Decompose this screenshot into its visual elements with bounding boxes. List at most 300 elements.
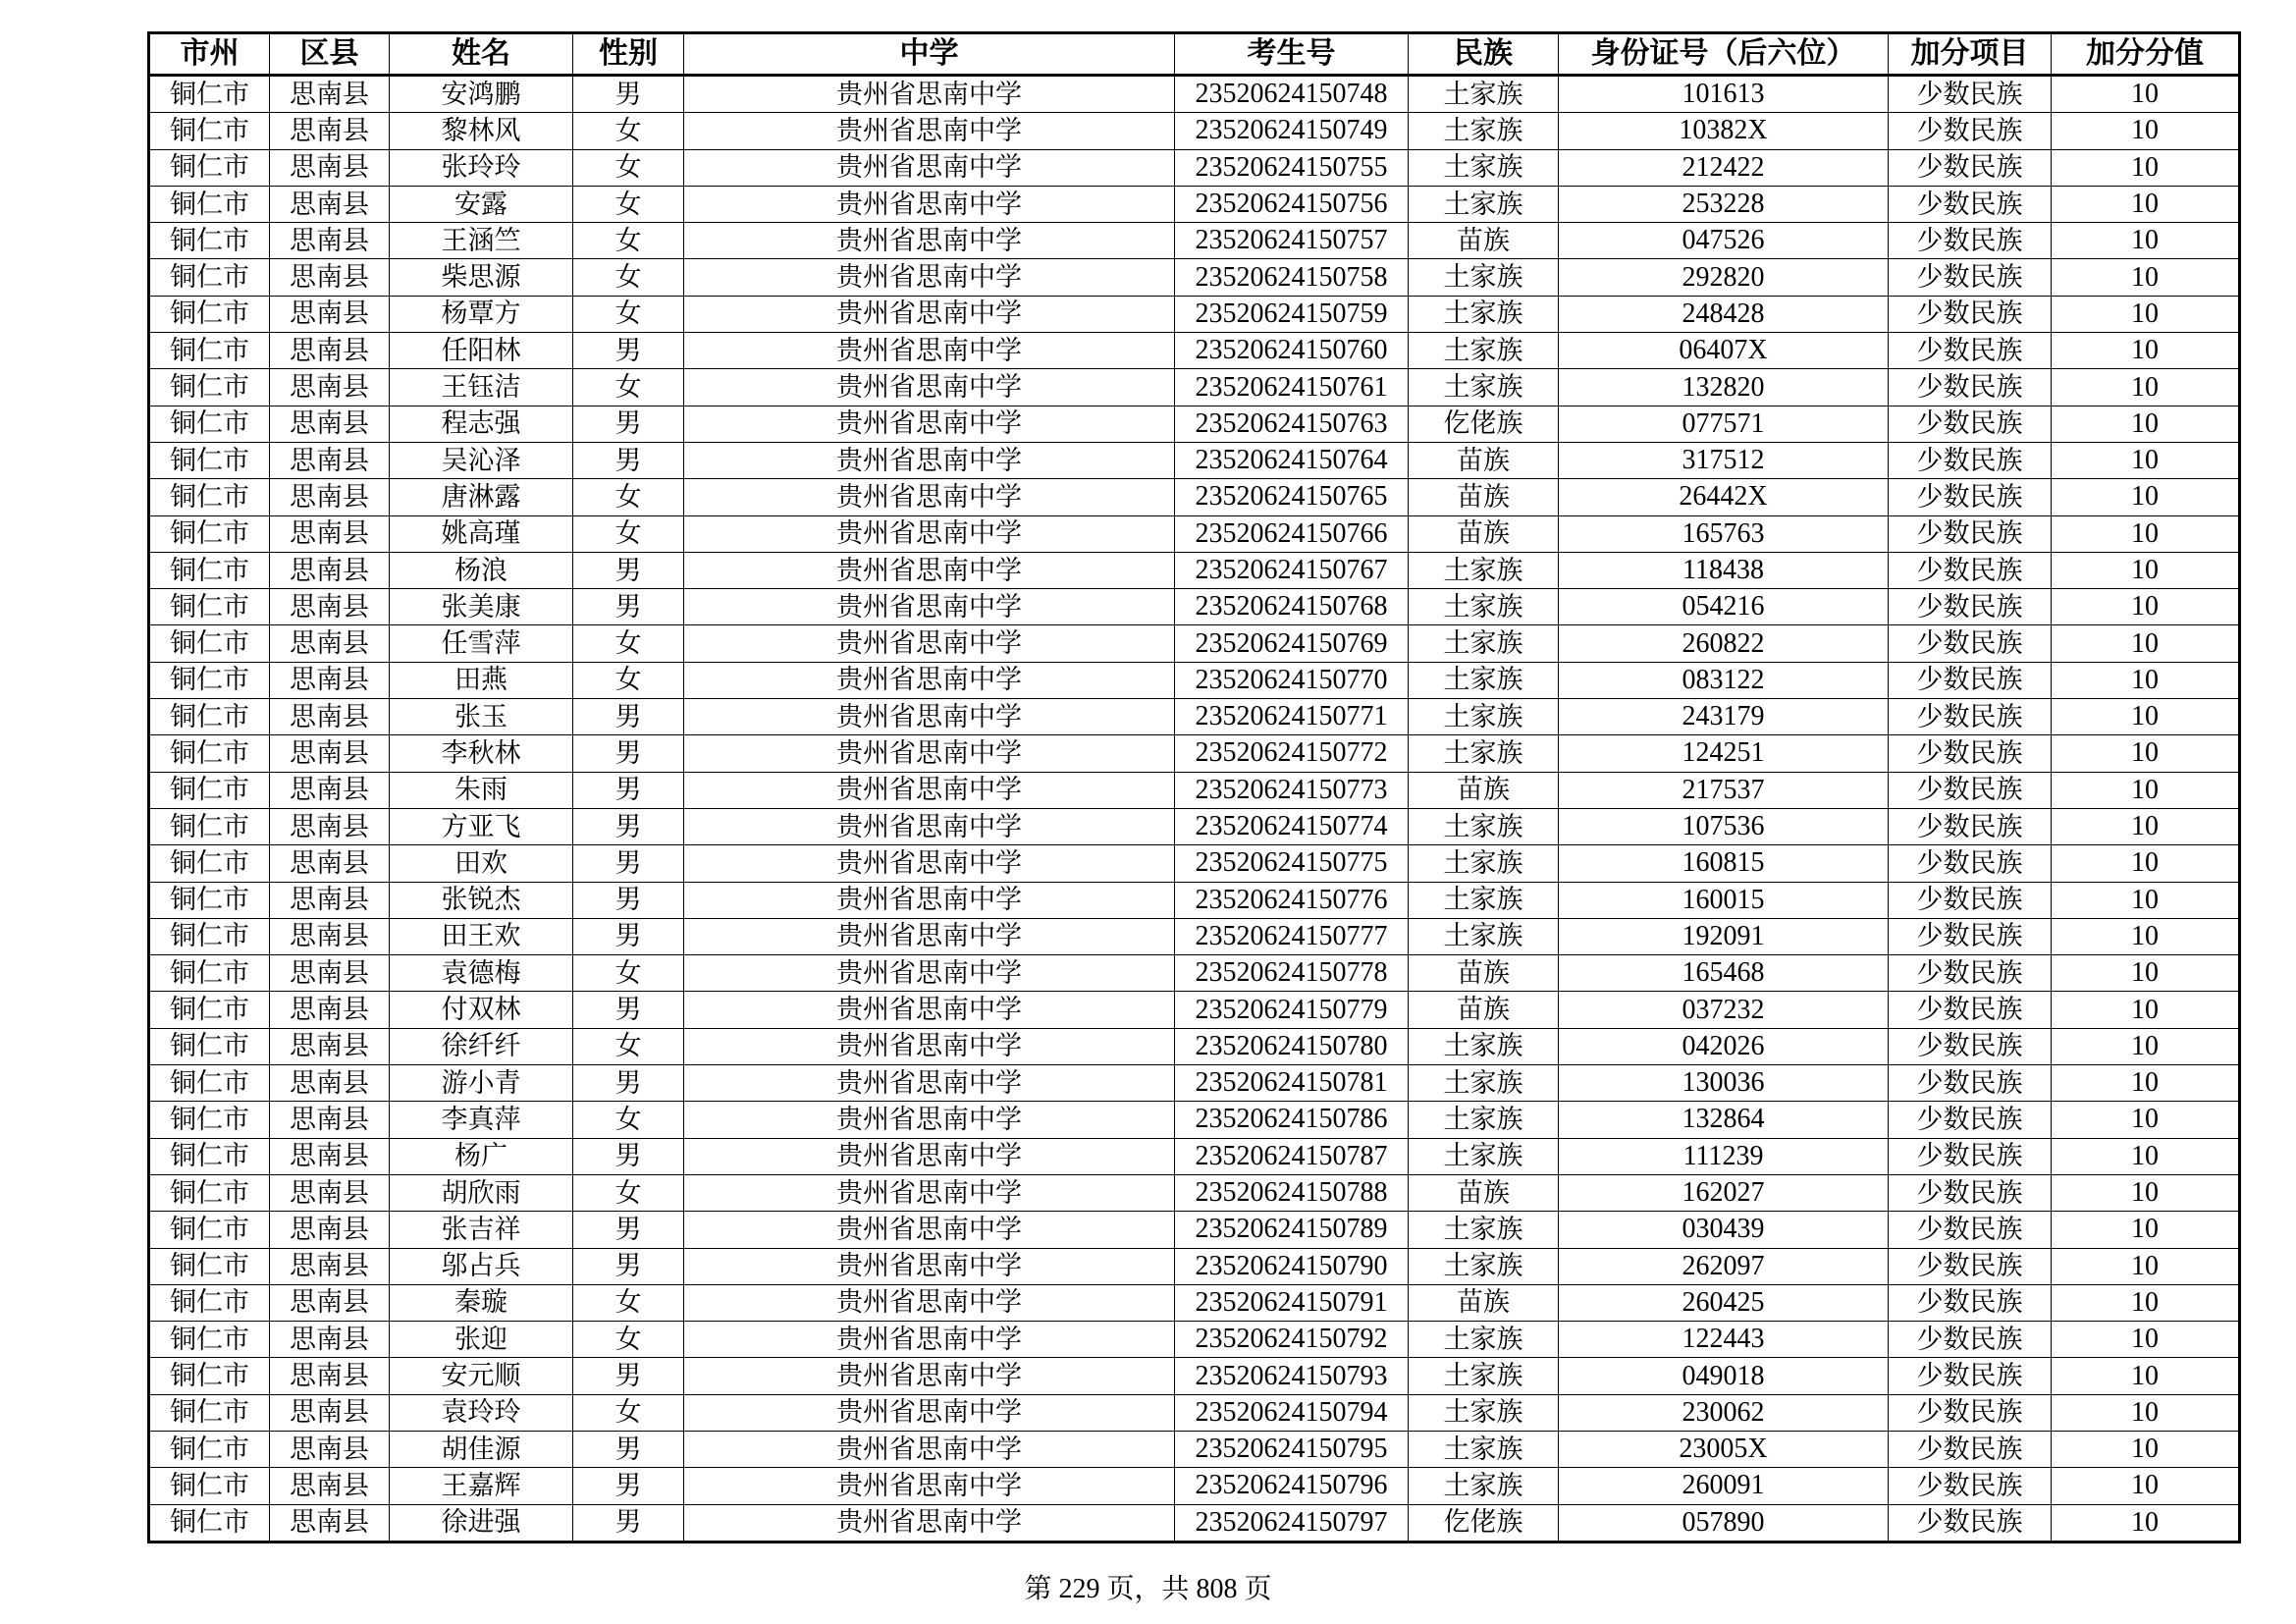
cell-bonus-item: 少数民族 <box>1889 955 2052 992</box>
cell-city: 铜仁市 <box>149 1248 270 1284</box>
cell-exam-number: 23520624150795 <box>1175 1431 1409 1467</box>
cell-city: 铜仁市 <box>149 479 270 515</box>
cell-ethnicity: 苗族 <box>1409 955 1559 992</box>
table-row <box>149 625 2240 662</box>
cell-bonus-item: 少数民族 <box>1889 808 2052 844</box>
cell-ethnicity: 土家族 <box>1409 76 1559 113</box>
cell-exam-number: 23520624150792 <box>1175 1322 1409 1358</box>
cell-name: 田王欢 <box>390 918 573 954</box>
cell-name: 李秋林 <box>390 735 573 772</box>
cell-ethnicity: 苗族 <box>1409 772 1559 808</box>
cell-school: 贵州省思南中学 <box>684 259 1175 296</box>
cell-school: 贵州省思南中学 <box>684 1102 1175 1138</box>
cell-exam-number: 23520624150770 <box>1175 662 1409 698</box>
cell-bonus-value: 10 <box>2052 76 2240 113</box>
cell-bonus-value: 10 <box>2052 442 2240 478</box>
cell-school: 贵州省思南中学 <box>684 735 1175 772</box>
cell-id-suffix: 165763 <box>1559 515 1889 552</box>
cell-city: 铜仁市 <box>149 1504 270 1542</box>
cell-exam-number: 23520624150786 <box>1175 1102 1409 1138</box>
cell-bonus-item: 少数民族 <box>1889 1322 2052 1358</box>
cell-name: 安鸿鹏 <box>390 76 573 113</box>
cell-ethnicity: 土家族 <box>1409 735 1559 772</box>
cell-gender: 女 <box>573 1394 684 1431</box>
header-row <box>149 33 2240 76</box>
cell-ethnicity: 土家族 <box>1409 625 1559 662</box>
cell-city: 铜仁市 <box>149 1431 270 1467</box>
cell-exam-number: 23520624150781 <box>1175 1065 1409 1102</box>
cell-gender: 女 <box>573 186 684 222</box>
cell-bonus-value: 10 <box>2052 1431 2240 1467</box>
cell-exam-number: 23520624150766 <box>1175 515 1409 552</box>
header-bonus-value: 加分分值 <box>2052 33 2240 76</box>
cell-bonus-value: 10 <box>2052 845 2240 882</box>
cell-name: 徐进强 <box>390 1504 573 1542</box>
cell-name: 朱雨 <box>390 772 573 808</box>
cell-gender: 男 <box>573 1248 684 1284</box>
cell-ethnicity: 苗族 <box>1409 479 1559 515</box>
header-bonus-item: 加分项目 <box>1889 33 2052 76</box>
cell-ethnicity: 土家族 <box>1409 1431 1559 1467</box>
cell-school: 贵州省思南中学 <box>684 699 1175 735</box>
cell-id-suffix: 083122 <box>1559 662 1889 698</box>
cell-bonus-item: 少数民族 <box>1889 1431 2052 1467</box>
cell-name: 张美康 <box>390 589 573 625</box>
cell-exam-number: 23520624150763 <box>1175 406 1409 442</box>
table-row <box>149 662 2240 698</box>
cell-ethnicity: 土家族 <box>1409 149 1559 186</box>
cell-city: 铜仁市 <box>149 1358 270 1394</box>
table-row <box>149 589 2240 625</box>
cell-id-suffix: 118438 <box>1559 552 1889 588</box>
cell-name: 王涵竺 <box>390 223 573 259</box>
cell-exam-number: 23520624150758 <box>1175 259 1409 296</box>
cell-name: 程志强 <box>390 406 573 442</box>
cell-bonus-item: 少数民族 <box>1889 882 2052 918</box>
cell-name: 姚高瑾 <box>390 515 573 552</box>
cell-id-suffix: 122443 <box>1559 1322 1889 1358</box>
cell-school: 贵州省思南中学 <box>684 186 1175 222</box>
cell-bonus-item: 少数民族 <box>1889 296 2052 332</box>
cell-bonus-item: 少数民族 <box>1889 1174 2052 1211</box>
cell-name: 游小青 <box>390 1065 573 1102</box>
cell-name: 秦璇 <box>390 1284 573 1321</box>
cell-name: 王嘉辉 <box>390 1468 573 1504</box>
cell-county: 思南县 <box>270 552 390 588</box>
cell-school: 贵州省思南中学 <box>684 552 1175 588</box>
cell-gender: 女 <box>573 662 684 698</box>
cell-bonus-value: 10 <box>2052 223 2240 259</box>
cell-id-suffix: 037232 <box>1559 992 1889 1028</box>
cell-exam-number: 23520624150794 <box>1175 1394 1409 1431</box>
cell-county: 思南县 <box>270 149 390 186</box>
cell-ethnicity: 土家族 <box>1409 1468 1559 1504</box>
cell-city: 铜仁市 <box>149 1065 270 1102</box>
cell-id-suffix: 124251 <box>1559 735 1889 772</box>
cell-exam-number: 23520624150774 <box>1175 808 1409 844</box>
cell-city: 铜仁市 <box>149 589 270 625</box>
cell-name: 任雪萍 <box>390 625 573 662</box>
cell-id-suffix: 130036 <box>1559 1065 1889 1102</box>
cell-gender: 男 <box>573 735 684 772</box>
cell-gender: 男 <box>573 992 684 1028</box>
cell-city: 铜仁市 <box>149 1212 270 1248</box>
cell-gender: 男 <box>573 589 684 625</box>
cell-gender: 女 <box>573 149 684 186</box>
cell-bonus-item: 少数民族 <box>1889 186 2052 222</box>
cell-name: 付双林 <box>390 992 573 1028</box>
cell-id-suffix: 132864 <box>1559 1102 1889 1138</box>
cell-gender: 男 <box>573 1431 684 1467</box>
cell-bonus-value: 10 <box>2052 918 2240 954</box>
cell-name: 张迎 <box>390 1322 573 1358</box>
cell-school: 贵州省思南中学 <box>684 589 1175 625</box>
cell-school: 贵州省思南中学 <box>684 1028 1175 1064</box>
cell-city: 铜仁市 <box>149 333 270 369</box>
table-header <box>149 33 2240 76</box>
cell-name: 张玲玲 <box>390 149 573 186</box>
cell-school: 贵州省思南中学 <box>684 918 1175 954</box>
cell-school: 贵州省思南中学 <box>684 1248 1175 1284</box>
header-id-suffix: 身份证号（后六位） <box>1559 33 1889 76</box>
cell-county: 思南县 <box>270 1138 390 1174</box>
cell-id-suffix: 253228 <box>1559 186 1889 222</box>
cell-gender: 女 <box>573 1102 684 1138</box>
cell-gender: 女 <box>573 625 684 662</box>
cell-bonus-value: 10 <box>2052 296 2240 332</box>
cell-bonus-item: 少数民族 <box>1889 1284 2052 1321</box>
cell-city: 铜仁市 <box>149 149 270 186</box>
cell-bonus-item: 少数民族 <box>1889 76 2052 113</box>
cell-ethnicity: 苗族 <box>1409 1284 1559 1321</box>
cell-school: 贵州省思南中学 <box>684 845 1175 882</box>
cell-name: 唐淋露 <box>390 479 573 515</box>
header-school: 中学 <box>684 33 1175 76</box>
cell-gender: 女 <box>573 259 684 296</box>
footer-prefix: 第 <box>1024 1574 1059 1604</box>
cell-school: 贵州省思南中学 <box>684 808 1175 844</box>
bonus-points-table <box>147 31 2241 1543</box>
table-row <box>149 1468 2240 1504</box>
footer-suffix: 页 <box>1237 1574 1272 1604</box>
table-row <box>149 845 2240 882</box>
cell-school: 贵州省思南中学 <box>684 1394 1175 1431</box>
cell-ethnicity: 土家族 <box>1409 1322 1559 1358</box>
cell-exam-number: 23520624150796 <box>1175 1468 1409 1504</box>
cell-name: 邬占兵 <box>390 1248 573 1284</box>
cell-exam-number: 23520624150767 <box>1175 552 1409 588</box>
cell-bonus-value: 10 <box>2052 699 2240 735</box>
cell-bonus-value: 10 <box>2052 1028 2240 1064</box>
cell-county: 思南县 <box>270 772 390 808</box>
cell-city: 铜仁市 <box>149 296 270 332</box>
cell-bonus-value: 10 <box>2052 259 2240 296</box>
cell-school: 贵州省思南中学 <box>684 1431 1175 1467</box>
cell-county: 思南县 <box>270 992 390 1028</box>
table-row <box>149 333 2240 369</box>
cell-exam-number: 23520624150755 <box>1175 149 1409 186</box>
cell-city: 铜仁市 <box>149 699 270 735</box>
table-row <box>149 1028 2240 1064</box>
cell-gender: 女 <box>573 369 684 406</box>
cell-name: 田燕 <box>390 662 573 698</box>
cell-id-suffix: 292820 <box>1559 259 1889 296</box>
cell-city: 铜仁市 <box>149 1138 270 1174</box>
cell-city: 铜仁市 <box>149 1322 270 1358</box>
table-row <box>149 1322 2240 1358</box>
cell-city: 铜仁市 <box>149 223 270 259</box>
cell-school: 贵州省思南中学 <box>684 1212 1175 1248</box>
cell-gender: 男 <box>573 1138 684 1174</box>
cell-bonus-item: 少数民族 <box>1889 552 2052 588</box>
cell-bonus-item: 少数民族 <box>1889 1102 2052 1138</box>
cell-bonus-item: 少数民族 <box>1889 515 2052 552</box>
cell-bonus-value: 10 <box>2052 1065 2240 1102</box>
table-row <box>149 918 2240 954</box>
cell-gender: 女 <box>573 1322 684 1358</box>
cell-gender: 男 <box>573 333 684 369</box>
cell-school: 贵州省思南中学 <box>684 1284 1175 1321</box>
cell-county: 思南县 <box>270 1358 390 1394</box>
cell-exam-number: 23520624150777 <box>1175 918 1409 954</box>
cell-school: 贵州省思南中学 <box>684 662 1175 698</box>
cell-city: 铜仁市 <box>149 735 270 772</box>
cell-exam-number: 23520624150793 <box>1175 1358 1409 1394</box>
cell-gender: 女 <box>573 1028 684 1064</box>
cell-exam-number: 23520624150764 <box>1175 442 1409 478</box>
header-county: 区县 <box>270 33 390 76</box>
cell-city: 铜仁市 <box>149 1028 270 1064</box>
cell-bonus-item: 少数民族 <box>1889 1065 2052 1102</box>
cell-school: 贵州省思南中学 <box>684 479 1175 515</box>
cell-bonus-value: 10 <box>2052 882 2240 918</box>
cell-county: 思南县 <box>270 296 390 332</box>
cell-bonus-value: 10 <box>2052 992 2240 1028</box>
cell-city: 铜仁市 <box>149 186 270 222</box>
cell-city: 铜仁市 <box>149 1102 270 1138</box>
table-row <box>149 1212 2240 1248</box>
table-row <box>149 1431 2240 1467</box>
cell-id-suffix: 111239 <box>1559 1138 1889 1174</box>
cell-id-suffix: 230062 <box>1559 1394 1889 1431</box>
table-row <box>149 149 2240 186</box>
cell-exam-number: 23520624150768 <box>1175 589 1409 625</box>
cell-school: 贵州省思南中学 <box>684 515 1175 552</box>
table-row <box>149 113 2240 149</box>
cell-name: 黎林风 <box>390 113 573 149</box>
cell-school: 贵州省思南中学 <box>684 1504 1175 1542</box>
cell-ethnicity: 土家族 <box>1409 1028 1559 1064</box>
table-row <box>149 442 2240 478</box>
cell-city: 铜仁市 <box>149 259 270 296</box>
cell-ethnicity: 土家族 <box>1409 589 1559 625</box>
cell-exam-number: 23520624150787 <box>1175 1138 1409 1174</box>
cell-exam-number: 23520624150779 <box>1175 992 1409 1028</box>
cell-county: 思南县 <box>270 1468 390 1504</box>
cell-bonus-item: 少数民族 <box>1889 1394 2052 1431</box>
header-exam-number: 考生号 <box>1175 33 1409 76</box>
cell-city: 铜仁市 <box>149 845 270 882</box>
table-row <box>149 1284 2240 1321</box>
cell-bonus-item: 少数民族 <box>1889 406 2052 442</box>
cell-bonus-item: 少数民族 <box>1889 625 2052 662</box>
cell-ethnicity: 仡佬族 <box>1409 1504 1559 1542</box>
table-row <box>149 76 2240 113</box>
cell-exam-number: 23520624150756 <box>1175 186 1409 222</box>
table-row <box>149 1394 2240 1431</box>
cell-gender: 男 <box>573 808 684 844</box>
cell-ethnicity: 土家族 <box>1409 1248 1559 1284</box>
cell-bonus-item: 少数民族 <box>1889 333 2052 369</box>
cell-county: 思南县 <box>270 918 390 954</box>
cell-id-suffix: 054216 <box>1559 589 1889 625</box>
table-row <box>149 882 2240 918</box>
cell-bonus-item: 少数民族 <box>1889 442 2052 478</box>
table-body <box>149 76 2240 1543</box>
table-row <box>149 735 2240 772</box>
cell-bonus-item: 少数民族 <box>1889 1504 2052 1542</box>
cell-ethnicity: 土家族 <box>1409 1065 1559 1102</box>
cell-county: 思南县 <box>270 1504 390 1542</box>
cell-gender: 男 <box>573 552 684 588</box>
cell-city: 铜仁市 <box>149 1394 270 1431</box>
cell-school: 贵州省思南中学 <box>684 882 1175 918</box>
cell-county: 思南县 <box>270 1248 390 1284</box>
cell-county: 思南县 <box>270 442 390 478</box>
cell-ethnicity: 土家族 <box>1409 1394 1559 1431</box>
cell-city: 铜仁市 <box>149 955 270 992</box>
cell-school: 贵州省思南中学 <box>684 296 1175 332</box>
cell-city: 铜仁市 <box>149 76 270 113</box>
cell-county: 思南县 <box>270 808 390 844</box>
cell-bonus-value: 10 <box>2052 406 2240 442</box>
cell-name: 胡欣雨 <box>390 1174 573 1211</box>
cell-bonus-value: 10 <box>2052 662 2240 698</box>
cell-school: 贵州省思南中学 <box>684 1138 1175 1174</box>
cell-name: 安元顺 <box>390 1358 573 1394</box>
cell-id-suffix: 06407X <box>1559 333 1889 369</box>
cell-county: 思南县 <box>270 333 390 369</box>
cell-name: 柴思源 <box>390 259 573 296</box>
cell-exam-number: 23520624150797 <box>1175 1504 1409 1542</box>
cell-school: 贵州省思南中学 <box>684 406 1175 442</box>
cell-name: 吴沁泽 <box>390 442 573 478</box>
cell-exam-number: 23520624150789 <box>1175 1212 1409 1248</box>
footer-page-number: 229 <box>1058 1574 1100 1604</box>
cell-ethnicity: 土家族 <box>1409 1138 1559 1174</box>
cell-county: 思南县 <box>270 186 390 222</box>
table-row <box>149 1248 2240 1284</box>
cell-county: 思南县 <box>270 1065 390 1102</box>
cell-gender: 女 <box>573 479 684 515</box>
cell-school: 贵州省思南中学 <box>684 1174 1175 1211</box>
cell-county: 思南县 <box>270 1322 390 1358</box>
cell-ethnicity: 苗族 <box>1409 992 1559 1028</box>
cell-county: 思南县 <box>270 882 390 918</box>
cell-city: 铜仁市 <box>149 113 270 149</box>
table-row <box>149 1138 2240 1174</box>
cell-bonus-item: 少数民族 <box>1889 149 2052 186</box>
cell-exam-number: 23520624150760 <box>1175 333 1409 369</box>
cell-school: 贵州省思南中学 <box>684 772 1175 808</box>
cell-gender: 男 <box>573 442 684 478</box>
cell-county: 思南县 <box>270 589 390 625</box>
cell-gender: 女 <box>573 955 684 992</box>
table-row <box>149 1102 2240 1138</box>
cell-bonus-value: 10 <box>2052 1284 2240 1321</box>
cell-id-suffix: 160015 <box>1559 882 1889 918</box>
table-row <box>149 1504 2240 1542</box>
cell-city: 铜仁市 <box>149 808 270 844</box>
table-row <box>149 406 2240 442</box>
cell-name: 胡佳源 <box>390 1431 573 1467</box>
cell-id-suffix: 077571 <box>1559 406 1889 442</box>
cell-id-suffix: 262097 <box>1559 1248 1889 1284</box>
cell-ethnicity: 土家族 <box>1409 259 1559 296</box>
cell-exam-number: 23520624150780 <box>1175 1028 1409 1064</box>
cell-exam-number: 23520624150761 <box>1175 369 1409 406</box>
cell-ethnicity: 土家族 <box>1409 882 1559 918</box>
cell-county: 思南县 <box>270 1284 390 1321</box>
cell-name: 张锐杰 <box>390 882 573 918</box>
cell-ethnicity: 土家族 <box>1409 662 1559 698</box>
cell-gender: 男 <box>573 1065 684 1102</box>
cell-id-suffix: 107536 <box>1559 808 1889 844</box>
cell-id-suffix: 243179 <box>1559 699 1889 735</box>
table-row <box>149 955 2240 992</box>
cell-id-suffix: 192091 <box>1559 918 1889 954</box>
cell-name: 王钰洁 <box>390 369 573 406</box>
cell-bonus-value: 10 <box>2052 1174 2240 1211</box>
cell-ethnicity: 土家族 <box>1409 552 1559 588</box>
cell-city: 铜仁市 <box>149 772 270 808</box>
table-row <box>149 515 2240 552</box>
cell-bonus-value: 10 <box>2052 552 2240 588</box>
cell-exam-number: 23520624150790 <box>1175 1248 1409 1284</box>
cell-ethnicity: 土家族 <box>1409 369 1559 406</box>
table-row <box>149 1065 2240 1102</box>
cell-ethnicity: 苗族 <box>1409 442 1559 478</box>
cell-bonus-value: 10 <box>2052 1322 2240 1358</box>
cell-bonus-value: 10 <box>2052 515 2240 552</box>
cell-gender: 女 <box>573 1174 684 1211</box>
cell-bonus-item: 少数民族 <box>1889 479 2052 515</box>
cell-city: 铜仁市 <box>149 882 270 918</box>
cell-id-suffix: 26442X <box>1559 479 1889 515</box>
table-row <box>149 186 2240 222</box>
cell-bonus-item: 少数民族 <box>1889 1248 2052 1284</box>
cell-bonus-value: 10 <box>2052 735 2240 772</box>
cell-county: 思南县 <box>270 662 390 698</box>
cell-county: 思南县 <box>270 735 390 772</box>
cell-id-suffix: 042026 <box>1559 1028 1889 1064</box>
cell-name: 方亚飞 <box>390 808 573 844</box>
cell-county: 思南县 <box>270 369 390 406</box>
cell-gender: 男 <box>573 882 684 918</box>
cell-name: 袁玲玲 <box>390 1394 573 1431</box>
cell-bonus-value: 10 <box>2052 589 2240 625</box>
cell-school: 贵州省思南中学 <box>684 113 1175 149</box>
cell-city: 铜仁市 <box>149 515 270 552</box>
cell-bonus-value: 10 <box>2052 1468 2240 1504</box>
cell-school: 贵州省思南中学 <box>684 369 1175 406</box>
cell-ethnicity: 苗族 <box>1409 1174 1559 1211</box>
cell-city: 铜仁市 <box>149 406 270 442</box>
cell-exam-number: 23520624150759 <box>1175 296 1409 332</box>
cell-school: 贵州省思南中学 <box>684 223 1175 259</box>
cell-gender: 男 <box>573 918 684 954</box>
table-row <box>149 1358 2240 1394</box>
